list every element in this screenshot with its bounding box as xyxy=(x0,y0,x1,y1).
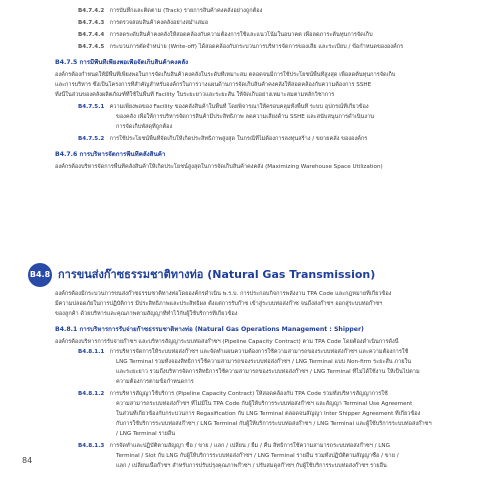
list-item-continuation: / LNG Terminal รายอื่น xyxy=(116,431,176,437)
paragraph-line: องค์กรต้องกำหนดให้มีพื้นที่เพียงพอในการจัดเก็บสินค้าคงคลังในระดับที่เหมาะสม ตลอดจนมีการใช้ประโยชน์พื้นที่สูงสุด เพื่อลดต้นทุนการจัดเก็บ xyxy=(55,72,396,78)
list-item: B4.7.4.5 กระบวนการตัดจำหน่าย (Write-off) ได้สอดคล้องกับกระบวนการบริหารจัดการของเสีย และระเบียบ / ข้อกำหนดขององค์กร xyxy=(78,44,404,50)
paragraph-line: องค์กรต้องบริหารจัดการพื้นที่คลังสินค้าให้เกิดประโยชน์สูงสุดในการจัดเก็บสินค้าคงคลัง (Maximizing Warehouse Space Utilization) xyxy=(55,164,383,170)
list-item: B4.8.1.1 การบริหารจัดการให้ระบบท่อส่งก๊าซฯ และจัดทำแผนความต้องการใช้ความสามารถของระบบท่อส่งก๊าซฯ และความต้องการใช้ xyxy=(78,349,409,355)
list-item-continuation: ความต้องการตามข้อกำหนดการ xyxy=(116,379,194,385)
section-heading-b476: B4.7.6 การบริหารจัดการพื้นที่คลังสินค้า xyxy=(55,151,166,158)
section-badge: B4.8 xyxy=(28,263,52,287)
paragraph-line: ทั้งนี้ในส่วนของคลังผลิตภัณฑ์ที่ใช้ในพื้นที่ Facility ในระยะยาวและระยะสั้น ให้จัดเก็บอย่างเหมาะสมตามหลักวิชาการ xyxy=(55,92,335,98)
section-title: การขนส่งก๊าซธรรมชาติทางท่อ (Natural Gas Transmission) xyxy=(58,268,376,281)
list-item-continuation: Terminal / Slot กับ LNG กับผู้ให้บริการระบบท่อส่งก๊าซฯ / LNG Terminal รายอื่น รวมทั้งปฏิบัติตามสัญญาซื้อ / ขาย / xyxy=(116,453,399,459)
section-heading-b475: B4.7.5 การมีพื้นที่เพียงพอเพื่อจัดเก็บสินค้าคงคลัง xyxy=(55,59,189,66)
list-item: B4.8.1.3 การจัดทำและปฏิบัติตามสัญญา ซื้อ / ขาย / แลก / เปลี่ยน / ยืม / คืน สิทธิการใช้ความสามารถระบบท่อส่งก๊าซฯ / LNG xyxy=(78,443,390,449)
paragraph-line: มีความปลอดภัยในการปฏิบัติการ มีประสิทธิภาพและประสิทธิผล ตั้งแต่การรับก๊าซ เข้าสู่ระบบท่อส่งก๊าซ จนถึงส่งก๊าซฯ ออกสู่ระบบท่อก๊าซฯ xyxy=(55,301,383,307)
list-item: B4.7.4.4 การลดระดับสินค้าคงคลังให้สอดคล้องกับความต้องการใช้และแนวโน้มในอนาคต เพื่อลดภาระต้นทุนการจัดเก็บ xyxy=(78,32,373,38)
list-item-continuation: กับการใช้บริการระบบท่อส่งก๊าซฯ / LNG Terminal กับผู้ให้บริการระบบท่อส่งก๊าซฯ / LNG Terminal และผู้ใช้บริการระบบท่อส่งก๊าซฯ xyxy=(116,421,432,427)
list-item: B4.7.4.2 การบันทึกและติดตาม (Track) รายการสินค้าคงคลังอย่างถูกต้อง xyxy=(78,8,263,14)
list-item-continuation: ของคลัง เพื่อให้การบริหารจัดการสินค้ามีประสิทธิภาพ ลดความเสี่ยงด้าน SSHE และสนับสนุนการดำเนินงาน xyxy=(116,114,375,120)
list-item-continuation: การจัดเก็บพัสดุที่ถูกต้อง xyxy=(116,124,173,130)
list-item-continuation: แลก / เปลี่ยนเนื้อก๊าซฯ สำหรับการปรับปรุงคุณภาพก๊าซฯ / ปรับสมดุลก๊าซฯ กับผู้ใช้บริการระบบท่อส่งก๊าซฯ รายอื่น xyxy=(116,463,387,469)
list-item: B4.7.4.3 การตรวจสอบสินค้าคงคลังอย่างสม่ำเสมอ xyxy=(78,20,209,26)
paragraph-line: องค์กรต้องบริหารการรับจ่ายก๊าซฯ และบริหารสัญญาระบบท่อส่งก๊าซฯ (Pipeline Capacity Contract) ตาม TPA Code โดยต้องดำเนินการดังนี้ xyxy=(55,339,399,345)
list-item: B4.7.5.2 การใช้ประโยชน์พื้นที่จัดเก็บให้เกิดประสิทธิภาพสูงสุด ในกรณีที่ไม่ต้องการลงทุนสร้าง / ขยายคลัง ขององค์กร xyxy=(78,136,368,142)
list-item: B4.7.5.1 ความเพียงพอของ Facility ของคลังสินค้าในพื้นที่ โดยพิจารณาให้ครอบคลุมทั้งพื้นที่ ระบบ อุปกรณ์ที่เกี่ยวข้อง xyxy=(78,104,369,110)
page-number: 84 xyxy=(22,456,33,465)
paragraph-line: ของลูกค้า ด้วยบริหารและคุณภาพตามสัญญาที่ทำไว้กับผู้ใช้บริการที่เกี่ยวข้อง xyxy=(55,311,238,317)
list-item: B4.8.1.2 การบริหารสัญญาใช้บริการ (Pipeline Capacity Contract) ให้สอดคล้องกับ TPA Code รวมทั้งบริหารสัญญาการใช้ xyxy=(78,391,388,397)
list-item-continuation: และระยะยาว รวมถึงบริหารจัดการสิทธิการใช้ความสามารถของระบบท่อส่งก๊าซฯ / LNG Terminal ที่ไม่ได้ใช้งาน ให้เป็นไปตาม xyxy=(116,369,420,375)
section-heading-b481: B4.8.1 การบริหารการรับจ่ายก๊าซธรรมชาติทางท่อ (Natural Gas Operations Management : Shipper) xyxy=(55,326,364,333)
paragraph-line: และการบริหาร ซึ่งเป็นโครงการที่สำคัญสำหรับองค์กรในการวางแผนด้านการจัดเก็บสินค้าคงคลังให้สอดคล้องกับความต้องการ SSHE xyxy=(55,82,372,88)
paragraph-line: องค์กรต้องมีกระบวนการขนส่งก๊าซธรรมชาติทางท่อโดยองค์กรดำเนิน พ.ร.บ. การประกอบกิจการพลังงาน TPA Code และกฎหมายที่เกี่ยวข้อง xyxy=(55,291,392,297)
list-item-continuation: ความสามารถระบบท่อส่งก๊าซฯ ที่ไม่มีใน TPA Code กับผู้ให้บริการระบบท่อส่งก๊าซฯ และสัญญา Terminal Use Agreement xyxy=(116,401,413,407)
list-item-continuation: ในส่วนที่เกี่ยวข้องกับกระบวนการ Regasification กับ LNG Terminal ตลอดจนสัญญา Inter Shipper Agreement ที่เกี่ยวข้อง xyxy=(116,411,421,417)
list-item-continuation: LNG Terminal รวมทั้งจองสิทธิการใช้ความสามารถของระบบท่อส่งก๊าซฯ / LNG Terminal แบบ Non-firm ระยะสั้น ภายใน xyxy=(116,359,412,365)
